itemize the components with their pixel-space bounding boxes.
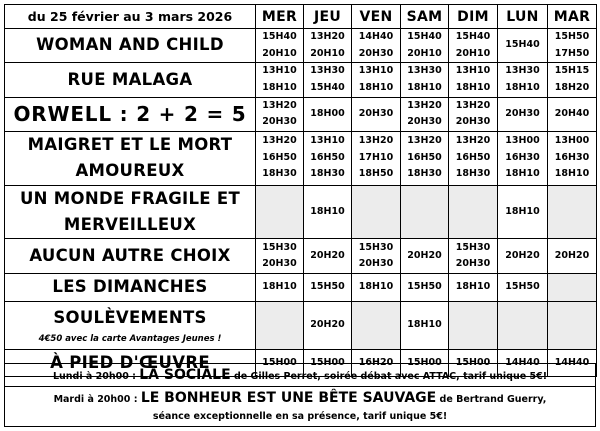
showtime-cell (256, 29, 304, 63)
showtime-cell (498, 131, 548, 185)
showtime-cell (401, 274, 449, 301)
showtime: 18H10 (455, 81, 491, 93)
showtime: 13H10 (455, 65, 491, 77)
film-row (5, 97, 597, 131)
showtime-cell (449, 63, 498, 97)
showtime: 20H10 (407, 47, 442, 59)
showtime-cell (449, 131, 498, 185)
showtime: 16H50 (262, 151, 297, 163)
showtime: 18H10 (505, 205, 540, 217)
showtime: 14H40 (358, 31, 394, 42)
film-row (5, 274, 597, 301)
film-title-cell (5, 185, 256, 239)
showtime-cell (548, 131, 597, 185)
showtime: 20H30 (358, 258, 394, 270)
showtime: 16H30 (505, 151, 540, 163)
showtime-cell (401, 97, 449, 131)
showtime-cell (304, 274, 352, 301)
showtime: 16H50 (407, 151, 442, 163)
showtime-cell (401, 131, 449, 185)
showtime: 15H50 (505, 281, 540, 293)
showtime-cell (498, 274, 548, 301)
showtime: 15H30 (358, 241, 394, 253)
showtime: 20H20 (407, 250, 442, 261)
showtime: 15H00 (262, 356, 297, 368)
showtime: 13H00 (505, 135, 540, 147)
showtime-cell (449, 274, 498, 301)
event-note-lundi (5, 364, 595, 387)
day-header: VEN (352, 5, 401, 29)
event-note-mardi (5, 387, 595, 426)
showtime-cell (449, 185, 498, 239)
showtime-cell (401, 29, 449, 63)
showtime: 13H20 (310, 31, 345, 42)
showtime-cell (352, 63, 401, 97)
showtime-cell (548, 185, 597, 239)
showtime: 13H20 (455, 135, 491, 147)
showtime: 18H10 (262, 81, 297, 93)
film-title: À PIED D'ŒUVRE (50, 352, 210, 372)
showtime: 20H30 (505, 107, 540, 119)
showtime: 18H10 (554, 168, 590, 180)
showtime: 15H50 (310, 281, 345, 293)
film-title-cell (5, 239, 256, 274)
header-row (5, 5, 597, 29)
showtime-cell (498, 239, 548, 274)
showtime: 15H00 (455, 356, 491, 368)
showtime-cell (352, 29, 401, 63)
showtime: 20H30 (455, 116, 491, 128)
showtime-cell (256, 239, 304, 274)
showtime: 15H30 (455, 241, 491, 253)
showtime-cell (304, 185, 352, 239)
showtime: 13H20 (358, 135, 394, 147)
day-header: MAR (548, 5, 597, 29)
showtime: 20H30 (358, 47, 394, 59)
film-title: AUCUN AUTRE CHOIX (29, 246, 231, 266)
showtime: 15H30 (262, 241, 297, 253)
showtime-cell (449, 29, 498, 63)
promo-note: 4€50 avec la carte Avantages Jeunes ! (38, 333, 222, 344)
showtime-cell (256, 274, 304, 301)
showtime-cell (352, 274, 401, 301)
showtime: 15H15 (554, 65, 590, 77)
showtime: 15H40 (407, 31, 442, 42)
showtime: 13H00 (554, 135, 590, 147)
showtime-cell (304, 97, 352, 131)
showtime: 15H00 (407, 356, 442, 368)
day-header: DIM (449, 5, 498, 29)
showtime: 18H30 (310, 168, 345, 180)
film-row (5, 301, 597, 349)
showtime: 18H10 (407, 318, 442, 330)
film-title: MAIGRET ET LE MORT AMOUREUX (27, 134, 233, 181)
event-title: LE BONHEUR EST UNE BÊTE SAUVAGE (140, 390, 437, 406)
showtime-cell (449, 301, 498, 349)
showtime-cell (352, 301, 401, 349)
film-row (5, 63, 597, 97)
showtime-cell (449, 97, 498, 131)
showtime-cell (401, 239, 449, 274)
showtime: 13H10 (310, 135, 345, 147)
showtime: 20H30 (358, 107, 394, 119)
showtime-cell (548, 97, 597, 131)
showtime: 18H10 (505, 81, 540, 93)
showtime: 15H40 (505, 39, 540, 51)
showtime: 16H50 (310, 151, 345, 163)
film-title-cell (5, 131, 256, 185)
showtime: 20H10 (262, 47, 297, 59)
showtime: 20H40 (554, 107, 590, 119)
day-header: LUN (498, 5, 548, 29)
event-details: de Bertrand Guerry, (439, 394, 547, 405)
event-details: de Gilles Perret, soirée débat avec ATTAC, tarif unique 5€! (233, 371, 548, 382)
date-range: du 25 février au 3 mars 2026 (5, 5, 256, 29)
showtime-cell (304, 239, 352, 274)
showtime-cell (401, 63, 449, 97)
showtime: 14H40 (505, 356, 540, 368)
showtime: 13H30 (310, 65, 345, 77)
showtime-cell (304, 131, 352, 185)
showtime: 13H20 (262, 135, 297, 147)
showtime-cell (352, 185, 401, 239)
showtime: 18H10 (505, 168, 540, 180)
showtime: 20H30 (262, 116, 297, 128)
showtime: 20H20 (310, 250, 345, 261)
film-row (5, 239, 597, 274)
showtime-cell (548, 301, 597, 349)
event-prefix: Mardi à 20h00 : (53, 394, 138, 405)
showtime: 15H50 (407, 281, 442, 293)
showtime: 20H30 (262, 258, 297, 270)
showtime: 18H50 (358, 168, 394, 180)
showtime-cell (548, 29, 597, 63)
showtime: 20H10 (455, 47, 491, 59)
film-rows (5, 29, 597, 377)
showtime-cell (498, 29, 548, 63)
showtime-cell (256, 63, 304, 97)
showtime-cell (548, 63, 597, 97)
film-title-cell (5, 63, 256, 97)
showtime: 15H50 (554, 31, 590, 42)
showtime-cell (256, 301, 304, 349)
schedule-table (4, 4, 597, 377)
showtime-cell (498, 185, 548, 239)
film-row (5, 131, 597, 185)
showtime: 18H10 (310, 205, 345, 217)
showtime-cell (548, 274, 597, 301)
showtime: 14H40 (554, 356, 590, 368)
showtime: 20H10 (310, 47, 345, 59)
day-header: SAM (401, 5, 449, 29)
showtime: 13H10 (358, 65, 394, 77)
showtime-cell (352, 97, 401, 131)
showtime: 18H10 (358, 81, 394, 93)
showtime-cell (401, 301, 449, 349)
showtime: 15H40 (262, 31, 297, 42)
showtime: 13H20 (262, 99, 297, 111)
showtime: 16H30 (554, 151, 590, 163)
showtime-cell (548, 239, 597, 274)
film-title: UN MONDE FRAGILE ET MERVEILLEUX (19, 188, 241, 234)
showtime-cell (352, 239, 401, 274)
showtime: 15H00 (310, 356, 345, 368)
showtime: 16H50 (455, 151, 491, 163)
film-title-cell (5, 29, 256, 63)
showtime: 13H20 (407, 99, 442, 111)
showtime: 13H20 (407, 135, 442, 147)
showtime-cell (256, 131, 304, 185)
showtime: 13H30 (505, 65, 540, 77)
showtime: 18H10 (455, 281, 491, 293)
showtime: 17H50 (554, 47, 590, 59)
showtime-cell (256, 185, 304, 239)
showtime: 13H10 (262, 65, 297, 77)
showtime: 18H10 (407, 81, 442, 93)
showtime: 18H30 (262, 168, 297, 180)
showtime-cell (256, 97, 304, 131)
showtime: 13H30 (407, 65, 442, 77)
showtime-cell (352, 131, 401, 185)
showtime-cell (304, 301, 352, 349)
showtime: 18H10 (262, 281, 297, 293)
showtime-cell (498, 63, 548, 97)
film-title: LES DIMANCHES (52, 277, 208, 297)
showtime: 18H30 (455, 168, 491, 180)
showtime: 20H30 (407, 116, 442, 128)
film-title: RUE MALAGA (67, 69, 193, 89)
showtime-cell (304, 63, 352, 97)
film-row (5, 185, 597, 239)
event-details-line2: séance exceptionnelle en sa présence, tarif unique 5€! (152, 411, 448, 422)
day-header: MER (256, 5, 304, 29)
film-title-cell (5, 301, 256, 349)
event-title: LA SOCIALE (139, 367, 231, 383)
showtime: 20H20 (554, 250, 590, 261)
showtime-cell (498, 301, 548, 349)
film-title: ORWELL : 2 + 2 = 5 (13, 102, 247, 127)
showtime: 18H20 (554, 81, 590, 93)
showtime-cell (304, 29, 352, 63)
day-header: JEU (304, 5, 352, 29)
showtime: 20H20 (310, 318, 345, 330)
showtime: 18H00 (310, 107, 345, 119)
film-row (5, 29, 597, 63)
showtime: 16H20 (358, 356, 394, 368)
showtime: 18H10 (358, 281, 394, 293)
showtime-cell (498, 97, 548, 131)
showtime: 15H40 (455, 31, 491, 42)
showtime: 18H30 (407, 168, 442, 180)
showtime: 13H20 (455, 99, 491, 111)
showtime: 20H30 (455, 258, 491, 270)
film-title-cell (5, 97, 256, 131)
special-events (4, 363, 596, 427)
film-title-cell (5, 274, 256, 301)
showtime-cell (401, 185, 449, 239)
film-title: SOULÈVEMENTS (53, 308, 207, 328)
event-prefix: Lundi à 20h00 : (52, 371, 136, 382)
showtime: 17H10 (358, 151, 394, 163)
showtime-cell (449, 239, 498, 274)
film-title: WOMAN AND CHILD (36, 35, 224, 55)
showtime: 15H40 (310, 81, 345, 93)
showtime: 20H20 (505, 250, 540, 261)
